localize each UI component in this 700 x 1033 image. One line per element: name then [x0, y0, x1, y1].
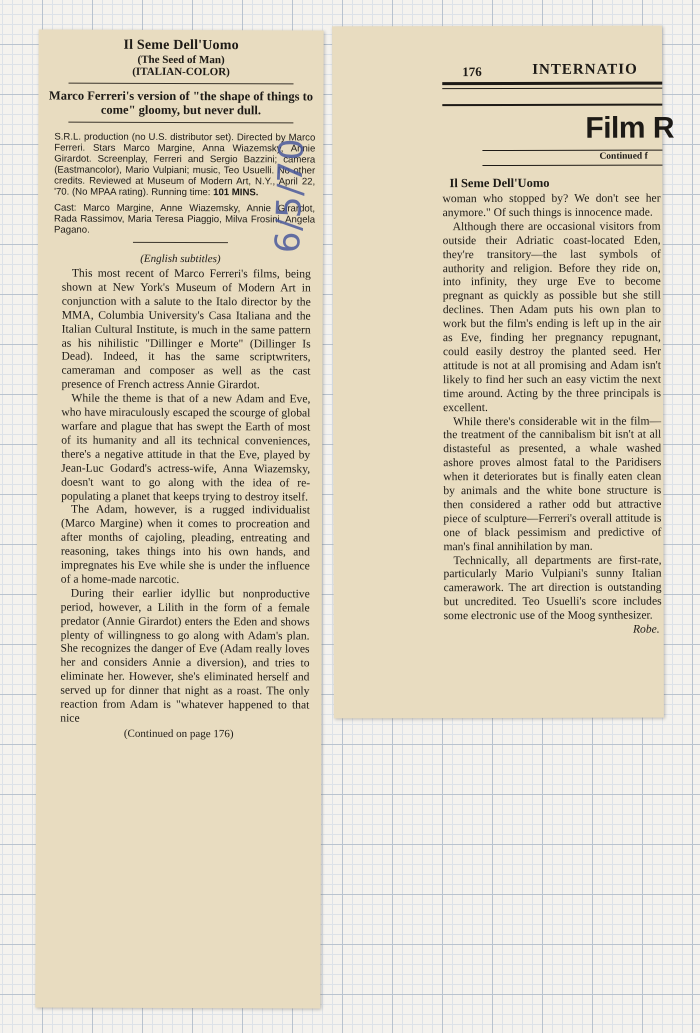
review-clipping-right [332, 26, 675, 719]
running-time-value: 101 MINS. [213, 187, 259, 199]
section-rule [482, 165, 662, 166]
continued-note: (Continued on page 176) [123, 727, 234, 741]
reviewer-byline: Robe. [632, 622, 660, 636]
paragraph: The Adam, however, is a rugged individualist (Marco Margine) when it comes to procreation and after months of cajoling, pleading, entreating and reasoning, takes things into his own hands, and impregnates his Eve while she is under the influence of a home-made narcotic. [60, 503, 311, 586]
divider [68, 122, 293, 124]
cast-list: Cast: Marco Margine, Anne Wiazemsky, Annie Girardot, Rada Rassimov, Maria Teresa Piaggio, Milva Frosini, Angela Pagano. [53, 202, 316, 236]
paragraph: While there's considerable wit in the film—the treatment of the cannibalism bit isn't at all distasteful as presented, a whale washed ashore proves almost fatal to the Paridisers when it deteriorates but is finally eaten clean by animals and the white bone structure is then considered a rather odd but attractive piece of sculpture—Ferreri's overall attitude is one of black pessimism and predictive of man's final annihilation by man. [443, 414, 662, 553]
review-clipping-left [35, 30, 323, 1009]
running-time-label: Running time: [151, 186, 211, 199]
film-title: Il Seme Dell'Uomo [123, 37, 239, 54]
divider [69, 83, 294, 85]
film-english-title: (The Seed of Man) [137, 53, 225, 67]
page-number: 176 [462, 64, 482, 80]
film-format: (ITALIAN-COLOR) [132, 65, 230, 79]
paragraph: This most recent of Marco Ferreri's films, being shown at New York's Museum of Modern Art in conjunction with a salute to the Italo director by the MMA, Columbia University's Casa Italiana and the Italian Cultural Institute, is much in the same pattern as his nihilistic "Dillinger e Morte" (Dillinger Is Dead). Indeed, it has the same scriptwriters, cameraman and composer as well as the cast presence of French actress Annie Girardot. [61, 266, 311, 392]
section-title: Film R [585, 111, 675, 145]
header-rule-lower [442, 104, 662, 107]
paragraph: woman who stopped by? We don't see her anymore." Of such things is innocence made. [442, 191, 661, 220]
continued-from: Continued f [599, 151, 648, 162]
publication-name: INTERNATIO [532, 61, 638, 78]
paragraph: Although there are occasional visitors from outside their Adriatic coast-located Eden, they're transitory—the last symbols of authority and religion. Before they ride on, into infinity, they urge Eve to become pregnant as quickly as possible but she still declines. Then Adam puts his own plan to work but the film's ending is left up in the air as Eve, finding her pregnancy repugnant, could easily destroy the planted seed. Her attitude is not at all promising and Adam isn't likely to find her such an easy victim the next time around. Acting by the three principals is excellent. [442, 219, 662, 414]
divider [133, 242, 228, 243]
film-title: Il Seme Dell'Uomo [449, 175, 550, 191]
paragraph-text: Technically, all departments are first-rate, particularly Mario Vulpiani's sunny Italian camerawork. The art direction is outstanding but uncredited. Teo Usuelli's score includes some electronic use of the Moog synthesizer. [443, 553, 662, 623]
credits-text: S.R.L. production (no U.S. distributor set). Directed by Marco Ferreri. Stars Marco Margine, Anna Wiazemsky, Annie Girardot. Screenplay, Ferreri and Sergio Bazzini; camera (Eastmancolor), Mario Vulpiani; music, Teo Usuelli. No other credits. Reviewed at Museum of Modern Art, N.Y., April 22, '70. (No MPAA rating). [54, 131, 316, 198]
paragraph [443, 553, 662, 636]
header-rule-thin [442, 88, 662, 90]
review-tagline: Marco Ferreri's version of "the shape of things to come" gloomy, but never dull. [48, 88, 314, 118]
paragraph: While the theme is that of a new Adam and Eve, who have miraculously escaped the scourge of global warfare and plague that has swept the Earth of most of its humanity and all its technical conveniences, there's a negative attitude in that the Eve, played by Jean-Luc Godard's actress-wife, Anna Wiazemsky, doesn't want to go along with the idea of re-populating a planet that keeps trying to destroy itself. [61, 391, 311, 503]
handwritten-date: 6/5/70 [267, 136, 313, 254]
paragraph: During their earlier idyllic but nonproductive period, however, a Lilith in the form of a female predator (Annie Girardot) enters the Eden and shows plenty of willingness to go along with Adam's plan. She recognizes the danger of Eve (Adam really loves her and considers Annie a diversion), and tries to eliminate her. However, she's eliminated herself and served up for dinner that night as a roast. The only reaction from Adam is "whatever happened to that nice [60, 586, 310, 725]
review-body-left [36, 265, 323, 727]
review-body-right [443, 192, 662, 638]
header-rule [442, 82, 662, 86]
subtitles-note: (English subtitles) [140, 252, 221, 266]
